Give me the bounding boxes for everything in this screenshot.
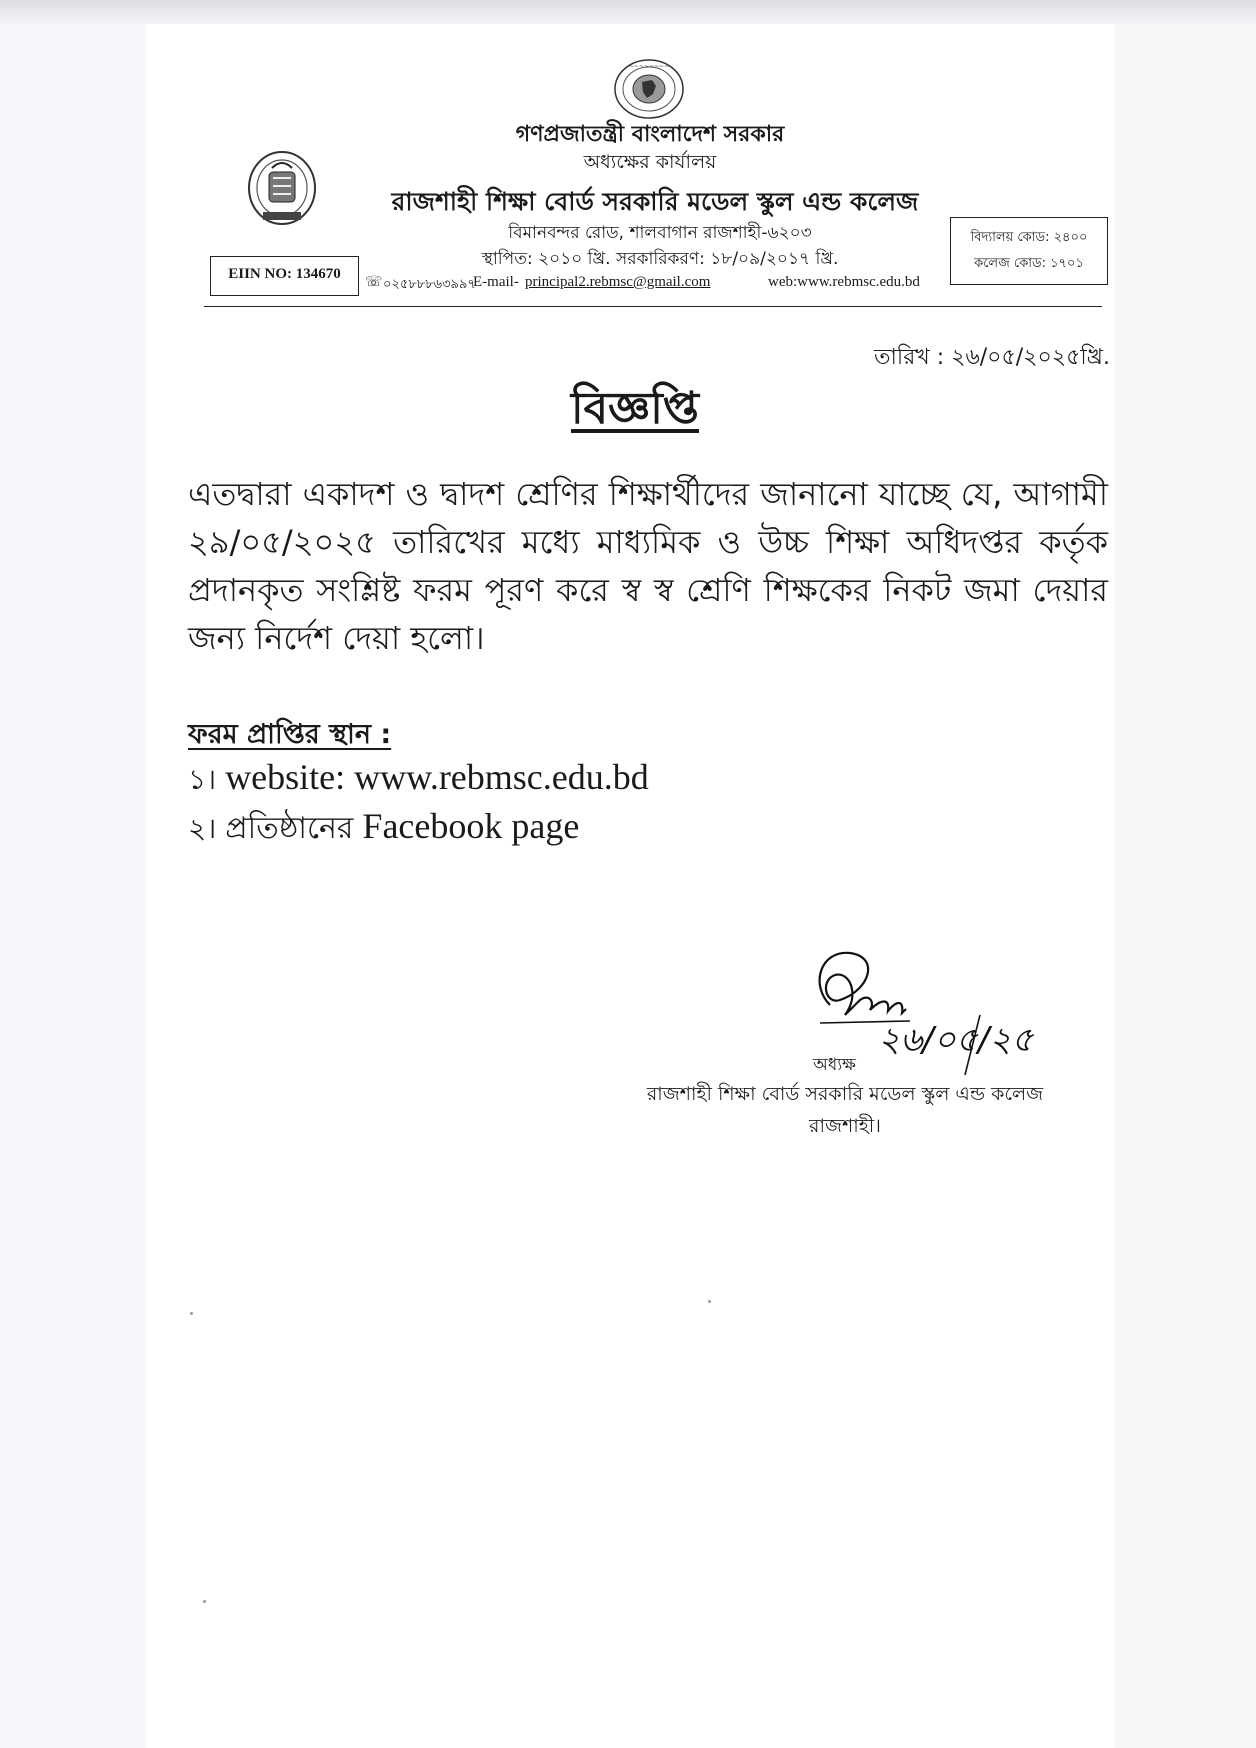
item-text-bn: প্রতিষ্ঠানের bbox=[225, 811, 354, 846]
item-number: ১। bbox=[188, 763, 217, 796]
form-source-heading: ফরম প্রাপ্তির স্থান : bbox=[188, 719, 392, 750]
form-source-item-website bbox=[188, 756, 649, 805]
notice-date: তারিখ : ২৬/০৫/২০২৫খ্রি. bbox=[874, 345, 1110, 370]
scan-margin-left bbox=[0, 0, 146, 1748]
header-divider bbox=[204, 306, 1102, 307]
form-source-item-facebook bbox=[188, 804, 579, 855]
scan-speck bbox=[203, 1600, 206, 1603]
office-name: অধ্যক্ষের কার্যালয় bbox=[583, 151, 717, 173]
school-code: বিদ্যালয় কোড: ২৪০০ bbox=[970, 230, 1088, 245]
notice-body: এতদ্বারা একাদশ ও দ্বাদশ শ্রেণির শিক্ষার্থীদের জানানো যাচ্ছে যে, আগামী ২৯/০৫/২০২৫ তারিখের মধ্যে মাধ্যমিক ও উচ্চ শিক্ষা অধিদপ্তর কর্তৃক প্রদানকৃত সংশ্লিষ্ট ফরম পূরণ করে স্ব স্ব শ্রেণি শিক্ষকের নিকট জমা দেয়ার জন্য নির্দেশ দেয়া হলো। bbox=[188, 475, 1108, 657]
scan-top-edge bbox=[0, 0, 1256, 24]
scan-margin-right bbox=[1114, 0, 1256, 1748]
institution-code-box bbox=[950, 217, 1108, 285]
college-code: কলেজ কোড: ১৭০১ bbox=[974, 256, 1084, 271]
scan-speck bbox=[190, 1312, 193, 1315]
item-text: Facebook page bbox=[362, 806, 580, 846]
signatory-designation: অধ্যক্ষ bbox=[813, 1055, 856, 1075]
government-seal-icon bbox=[612, 58, 686, 120]
signatory-city: রাজশাহী। bbox=[809, 1115, 881, 1137]
phone-number: ০২৫৮৮৮৬৩৯৯৭ bbox=[383, 277, 476, 292]
email-link[interactable]: principal2.rebmsc@gmail.com bbox=[525, 274, 711, 290]
phone-icon: ☏ bbox=[365, 275, 383, 290]
contact-line bbox=[365, 274, 935, 296]
signature-date: ২৬/০৫/২৫ bbox=[878, 1020, 1034, 1060]
svg-text:~~~~~~~~: ~~~~~~~~ bbox=[628, 63, 670, 70]
scan-speck bbox=[708, 1300, 711, 1303]
email-label: E-mail- bbox=[473, 274, 519, 290]
school-address: বিমানবন্দর রোড, শালবাগান রাজশাহী-৬২০৩ bbox=[508, 223, 812, 243]
school-name: রাজশাহী শিক্ষা বোর্ড সরকারি মডেল স্কুল এন্ড কলেজ bbox=[391, 187, 919, 216]
establishment-info: স্থাপিত: ২০১০ খ্রি. সরকারিকরণ: ১৮/০৯/২০১৭ খ্রি. bbox=[481, 249, 839, 269]
eiin-number: EIIN NO: 134670 bbox=[228, 266, 341, 282]
government-name: গণপ্রজাতন্ত্রী বাংলাদেশ সরকার bbox=[515, 122, 785, 147]
item-text: website: www.rebmsc.edu.bd bbox=[225, 757, 649, 797]
notice-title: বিজ্ঞপ্তি bbox=[571, 383, 699, 434]
eiin-box bbox=[210, 256, 359, 296]
signatory-institution: রাজশাহী শিক্ষা বোর্ড সরকারি মডেল স্কুল এন্ড কলেজ bbox=[646, 1083, 1044, 1105]
school-crest-icon bbox=[245, 148, 319, 230]
website-text: web:www.rebmsc.edu.bd bbox=[768, 274, 920, 290]
item-number: ২। bbox=[188, 812, 217, 845]
